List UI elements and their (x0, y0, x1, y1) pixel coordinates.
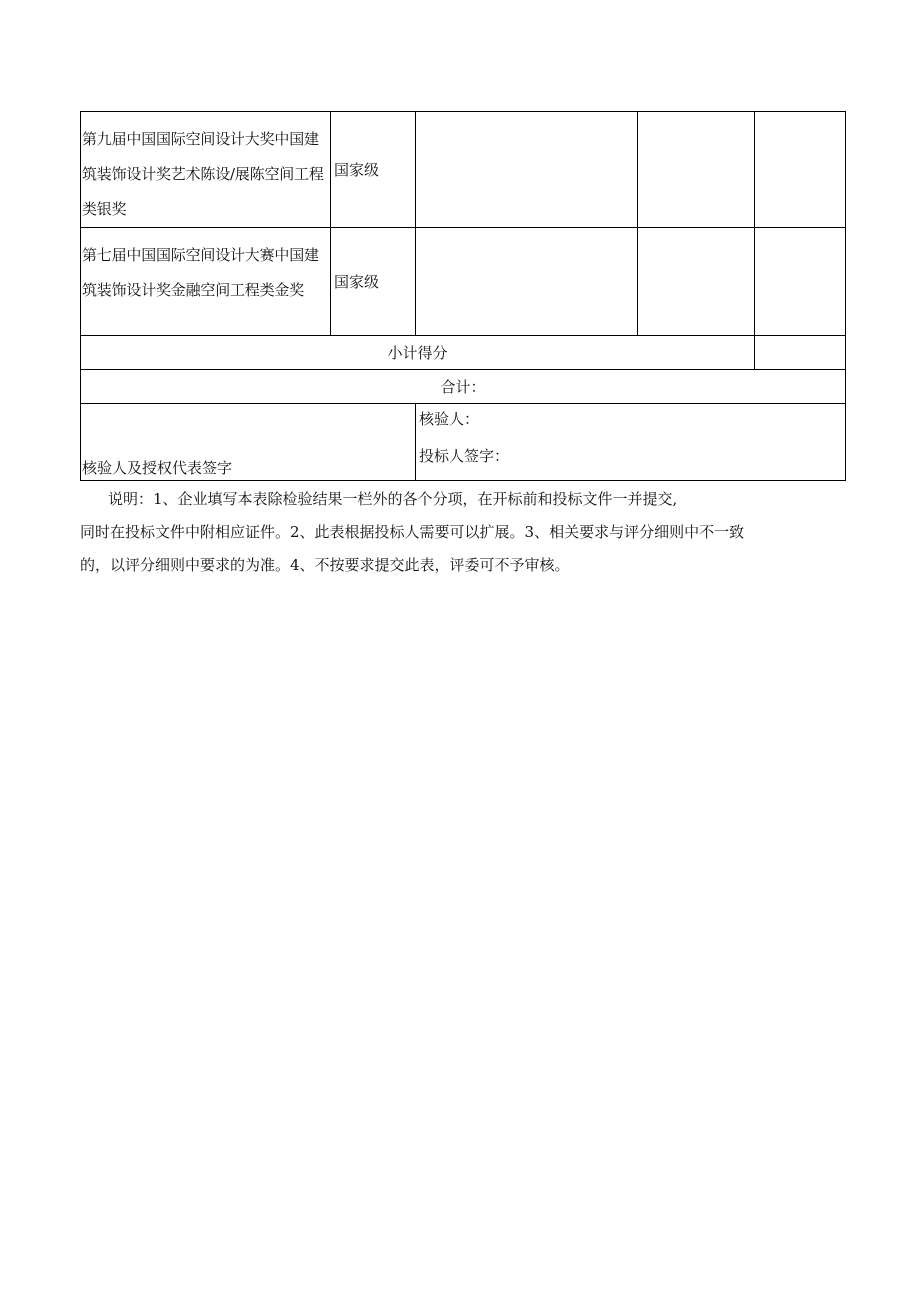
subtotal-value-cell (755, 336, 846, 370)
empty-cell (755, 112, 846, 228)
bidder-signature-label: 投标人签字： (419, 447, 510, 465)
subtotal-row (81, 336, 846, 370)
award-name-cell: 第七届中国国际空间设计大赛中国建筑装饰设计奖金融空间工程类金奖 (81, 228, 331, 336)
subtotal-label: 小计得分 (81, 336, 755, 370)
signature-fields (416, 404, 846, 481)
award-level-cell: 国家级 (331, 228, 416, 336)
signature-label: 核验人及授权代表签字 (81, 404, 416, 481)
empty-cell (416, 112, 638, 228)
award-score-table (80, 111, 846, 481)
notes-paragraph (80, 483, 850, 582)
verifier-label: 核验人： (419, 410, 480, 428)
empty-cell (416, 228, 638, 336)
total-row (81, 370, 846, 404)
empty-cell (638, 228, 755, 336)
award-level-cell: 国家级 (331, 112, 416, 228)
notes-line: 说明：1、企业填写本表除检验结果一栏外的各个分项，在开标前和投标文件一并提交, (108, 490, 678, 508)
notes-line: 同时在投标文件中附相应证件。2、此表根据投标人需要可以扩展。3、相关要求与评分细则中不一致 (80, 523, 745, 541)
total-label: 合计： (81, 370, 846, 404)
notes-line: 的，以评分细则中要求的为准。4、不按要求提交此表，评委可不予审核。 (80, 556, 570, 574)
award-name-cell: 第九届中国国际空间设计大奖中国建筑装饰设计奖艺术陈设/展陈空间工程类银奖 (81, 112, 331, 228)
empty-cell (638, 112, 755, 228)
table-row (81, 228, 846, 336)
signature-row (81, 404, 846, 481)
empty-cell (755, 228, 846, 336)
table-row (81, 112, 846, 228)
